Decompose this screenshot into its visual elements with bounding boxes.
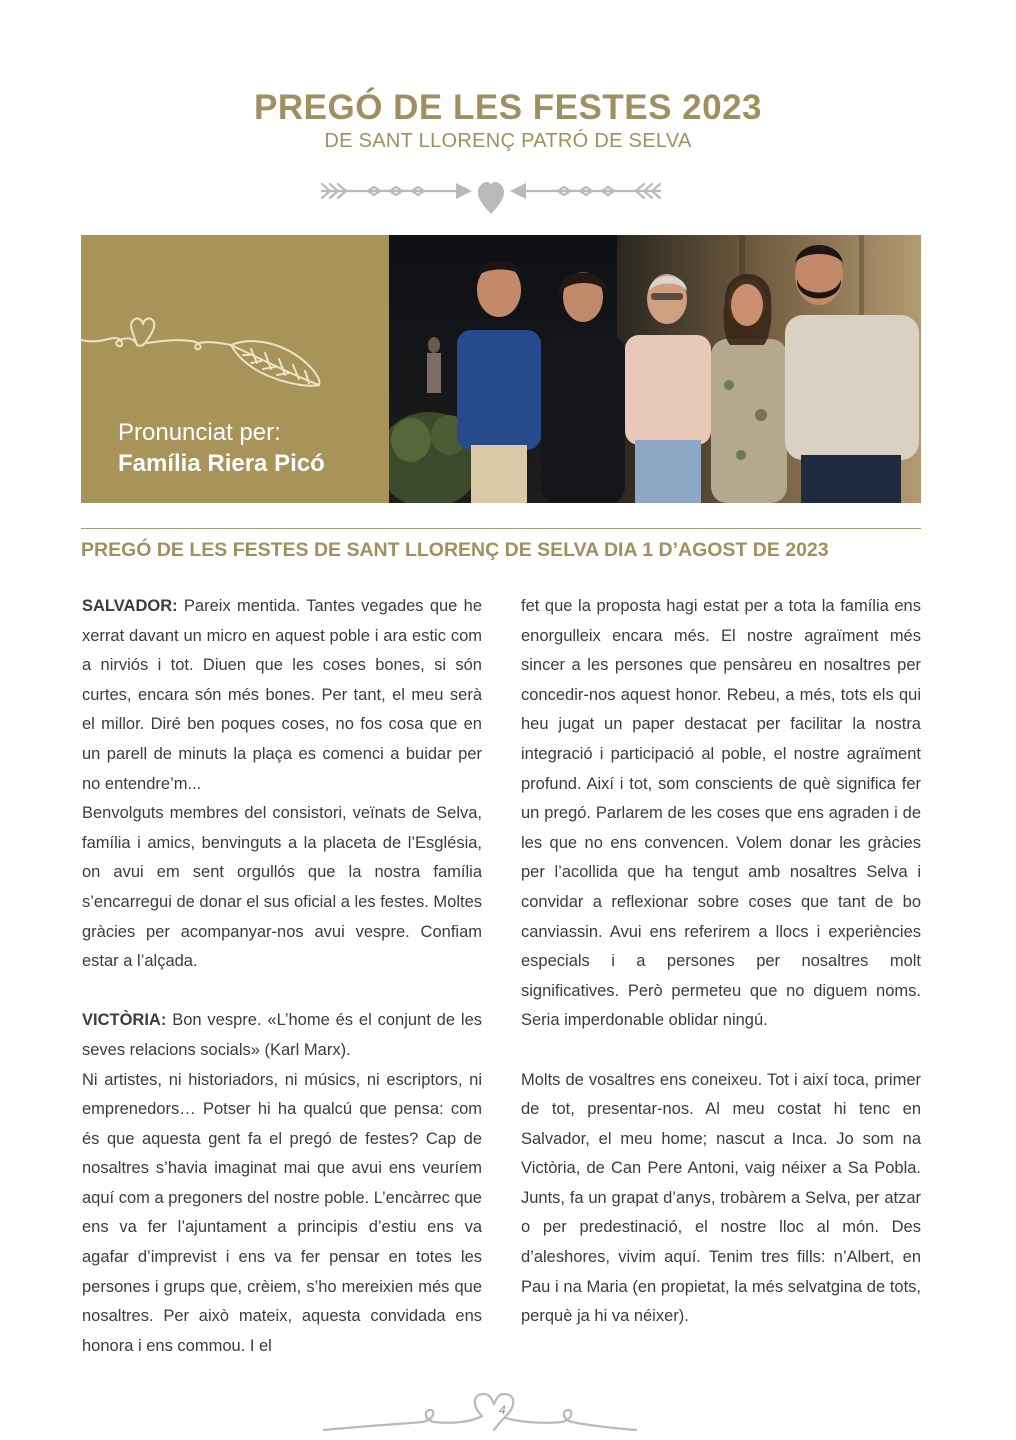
text-column-right <box>521 592 921 1332</box>
paragraph <box>82 1006 482 1065</box>
pronounced-by-name: Família Riera Picó <box>118 450 325 477</box>
family-photo-illustration <box>389 235 921 503</box>
paragraph: Benvolguts membres del consistori, veïnats de Selva, família i amics, benvinguts a la placeta de l’Església, on avui em sent orgullós que la nostra família s’encarregui de donar el sus oficial a les festes. Moltes gràcies per acompanyar-nos avui vespre. Confiam estar a l’alçada. <box>82 804 482 971</box>
section-divider <box>81 528 921 529</box>
section-heading: PREGÓ DE LES FESTES DE SANT LLORENÇ DE SELVA DIA 1 D’AGOST DE 2023 <box>81 539 829 561</box>
heart-swirl-footer-icon <box>322 1386 638 1436</box>
paragraph-text: Bon vespre. «L’home és el conjunt de les seves relacions socials» (Karl Marx). <box>82 1011 482 1059</box>
paragraph: Molts de vosaltres ens coneixeu. Tot i així toca, primer de tot, presentar-nos. Al meu costat hi tenc en Salvador, el meu home; nascut a Inca. Jo som na Victòria, de Can Pere Antoni, vaig néixer a Sa Pobla. Junts, fa un grapat d’anys, trobàrem a Selva, per atzar o per predestinació, el nostre lloc al món. Des d’aleshores, vivim aquí. Tenim tres fills: n’Albert, en Pau i na Maria (en propietat, la més selvatgina de tots, perquè ja hi va néixer). <box>521 1070 921 1326</box>
speaker-label: VICTÒRIA: <box>82 1011 167 1030</box>
page-title: PREGÓ DE LES FESTES 2023 <box>254 88 762 127</box>
paragraph: Ni artistes, ni historiadors, ni músics, ni escriptors, ni emprenedors… Potser hi ha qualcú que pensa: com és que aquesta gent fa el pregó de festes? Cap de nosaltres s’havia imaginat mai que avui ens veuríem aquí com a pregoners del nostre poble. L’encàrrec que ens va fer l’ajuntament a principis d’estiu ens va agafar d’imprevist i ens va fer pensar en totes les persones i grups que, crèiem, s’ho mereixien més que nosaltres. Per això mateix, aquesta convidada ens honora i ens commou. I el <box>82 1070 482 1355</box>
paragraph <box>82 592 482 799</box>
pronounced-by-label: Pronunciat per: <box>118 419 281 446</box>
family-group-photo <box>389 235 921 503</box>
heart-leaf-ornament-icon <box>81 315 331 410</box>
paragraph: fet que la proposta hagi estat per a tota la família ens enorgulleix encara més. El nostre agraïment més sincer a les persones que pensàreu en nosaltres per concedir-nos aquest honor. Rebeu, a més, tots els qui heu jugat un paper destacat per facilitar la nostra integració i participació al poble, el nostre agraïment profund. Així i tot, som conscients de què significa fer un pregó. Parlarem de les coses que ens agraden i de les que no ens convencen. Volem donar les gràcies per l’acollida que ha tengut amb nosaltres Selva i convidar a reflexionar sobre coses que tant de bo canviassin. Avui ens referirem a llocs i experiències especials i a persones per nosaltres molt significatives. Però permeteu que no diguem noms. Seria imperdonable oblidar ningú. <box>521 597 921 1030</box>
text-column-left <box>82 592 482 1361</box>
paragraph-text: Pareix mentida. Tantes vegades que he xerrat davant un micro en aquest poble i ara estic com a nirviós i tot. Diuen que les coses bones, si són curtes, encara són més bones. Per tant, el meu serà el millor. Diré ben poques coses, no fos cosa que en un parell de minuts la plaça es comenci a buidar per no entendre’m... <box>82 597 482 793</box>
arrow-heart-divider-icon <box>318 172 664 218</box>
speaker-label: SALVADOR: <box>82 597 178 615</box>
page-number: 4 <box>499 1403 506 1417</box>
page-subtitle: DE SANT LLORENÇ PATRÓ DE SELVA <box>324 130 692 152</box>
